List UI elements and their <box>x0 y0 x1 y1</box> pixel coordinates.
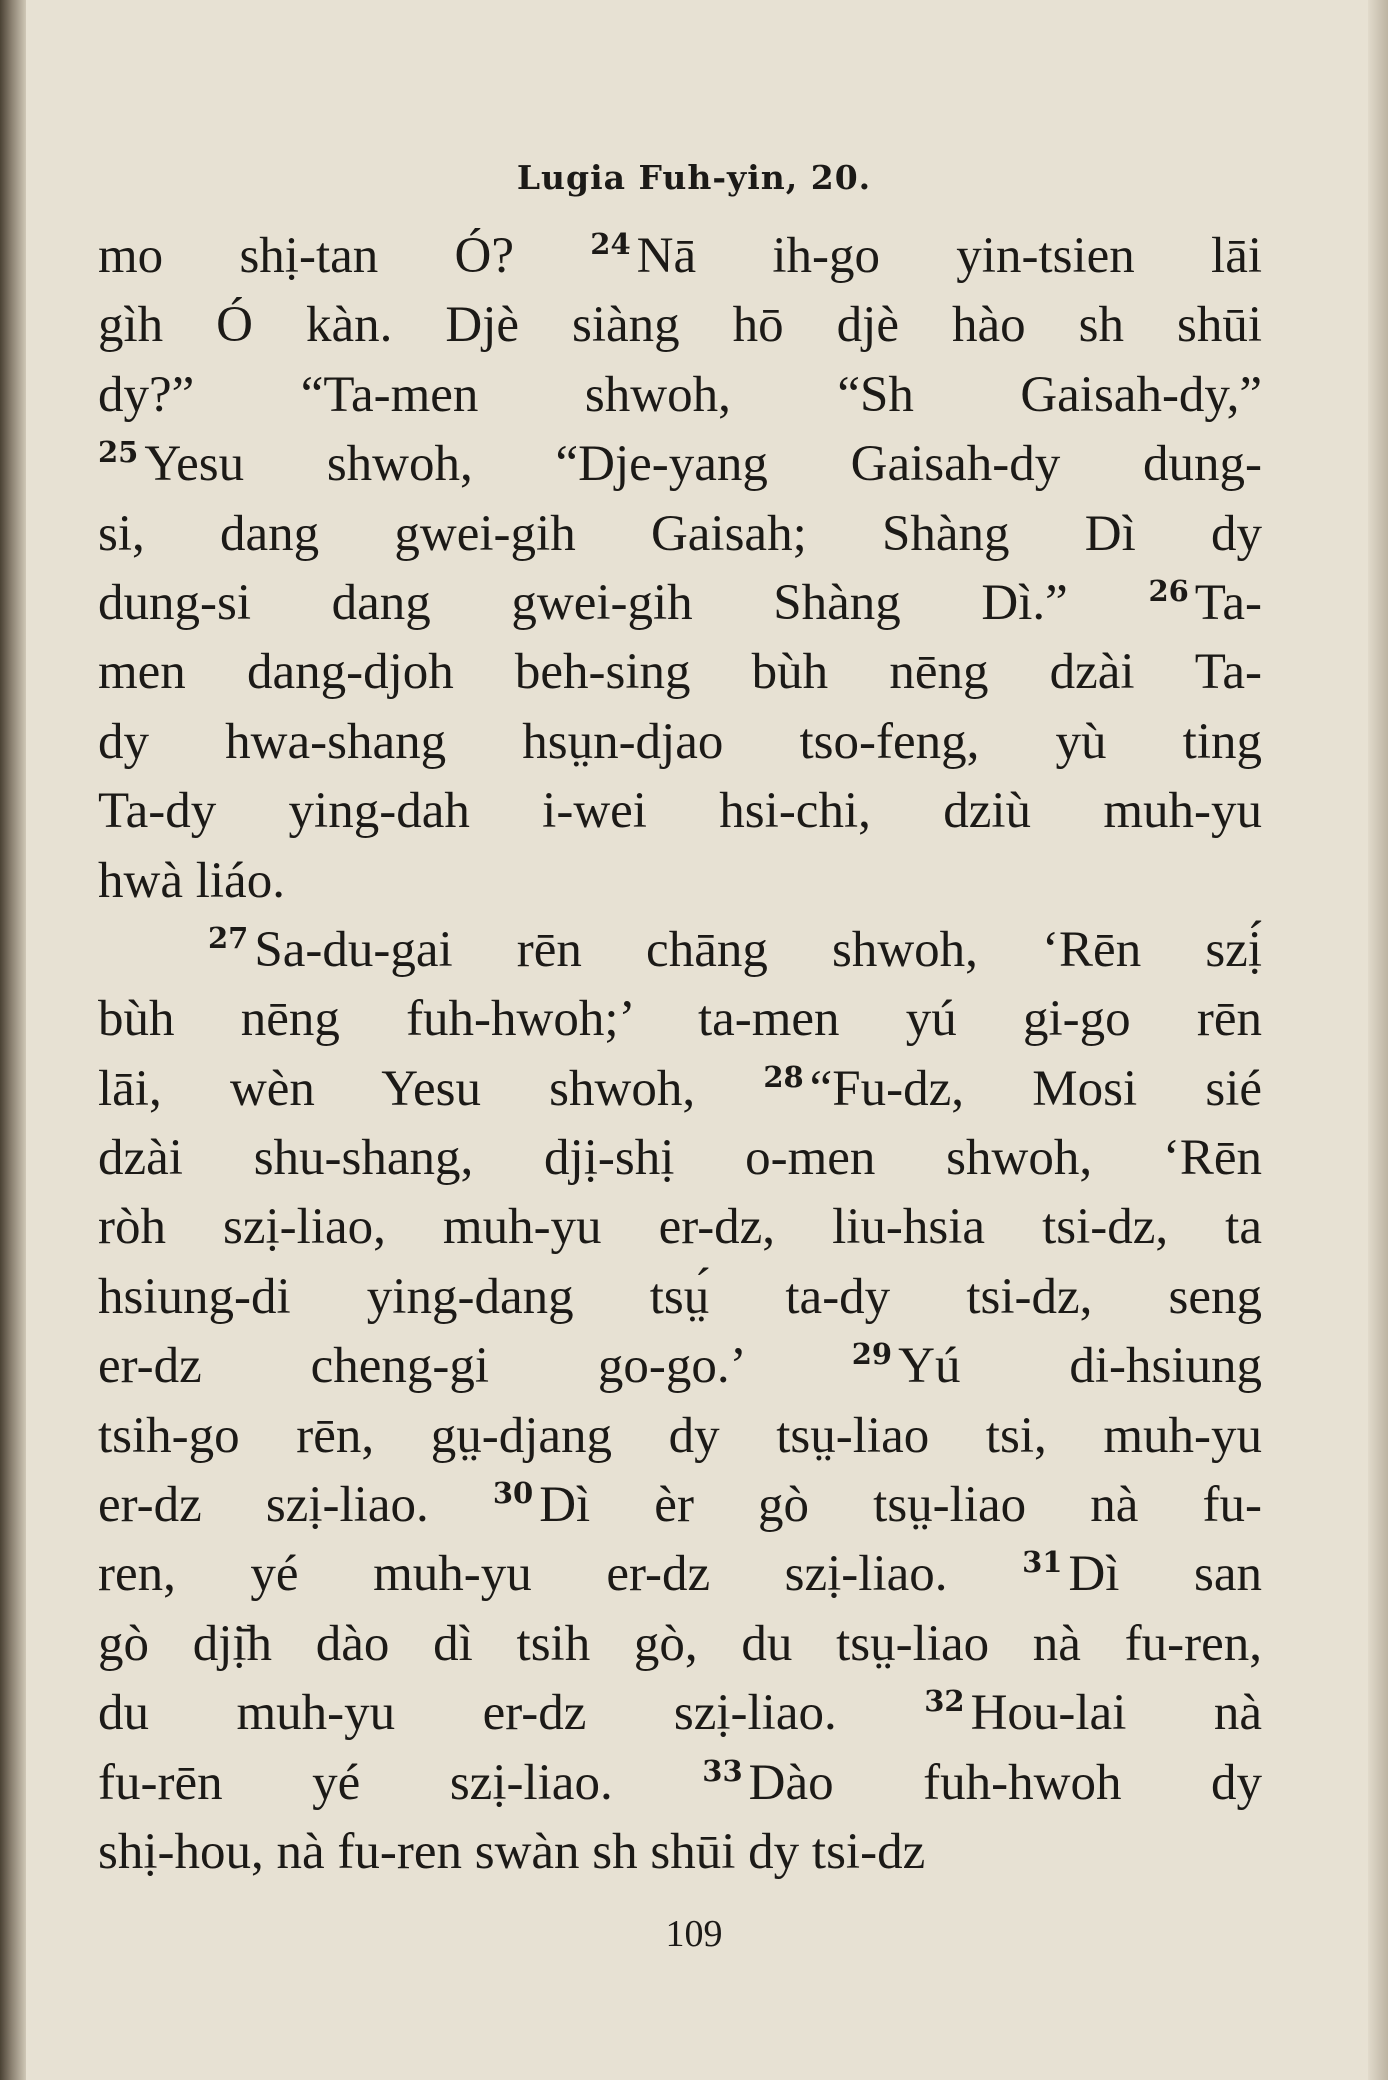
text-line <box>98 1332 1262 1401</box>
text-segment: Dì èr gò tsṳ-liao nà fu- <box>539 1477 1262 1534</box>
text-line <box>98 1402 1262 1471</box>
text-segment: bùh nēng fuh-hwoh;’ ta-men yú gi-go rēn <box>98 991 1262 1048</box>
text-segment: Ta- <box>1194 574 1263 631</box>
text-line <box>98 569 1262 638</box>
text-line <box>98 1679 1262 1748</box>
text-segment: dy hwa-shang hsṳn-djao tso-feng, yù ting <box>98 713 1262 770</box>
text-line <box>98 1055 1262 1124</box>
text-segment: Yesu shwoh, “Dje-yang Gaisah-dy dung- <box>144 436 1262 493</box>
verse-number: 29 <box>851 1337 893 1372</box>
text-line <box>98 500 1262 569</box>
verse-number: 31 <box>1022 1545 1063 1580</box>
text-line <box>98 361 1262 430</box>
verse-number: 27 <box>208 920 249 955</box>
text-segment: si, dang gwei-gih Gaisah; Shàng Dì dy <box>98 505 1262 562</box>
text-segment: Dào fuh-hwoh dy <box>748 1754 1263 1811</box>
text-line <box>98 1263 1262 1332</box>
verse-number: 32 <box>924 1684 965 1719</box>
text-segment: Ta-dy ying-dah i-wei hsi-chi, dziù muh-yu <box>98 783 1262 840</box>
text-line <box>98 638 1262 707</box>
verse-number: 25 <box>98 435 139 470</box>
text-line <box>98 1471 1262 1540</box>
page-number: 109 <box>665 1913 723 1955</box>
text-line <box>98 985 1262 1054</box>
text-line <box>98 291 1262 360</box>
text-segment: Hou-lai nà <box>970 1685 1262 1742</box>
page-edge <box>1368 0 1388 2080</box>
page-binding-shadow <box>0 0 26 2080</box>
text-line <box>98 708 1262 777</box>
verse-number: 28 <box>763 1059 804 1094</box>
text-line <box>98 1749 1262 1818</box>
verse-number: 30 <box>492 1476 534 1511</box>
text-segment: shị-hou, nà fu-ren swàn sh shūi dy tsi-dz <box>98 1823 926 1880</box>
text-segment: gìh Ó kàn. Djè siàng hō djè hào sh shūi <box>98 297 1262 354</box>
text-segment: dung-si dang gwei-gih Shàng Dì.” <box>98 574 1068 631</box>
text-line <box>98 1818 1262 1887</box>
text-line <box>98 1610 1262 1679</box>
text-segment: er-dz szị-liao. <box>98 1477 429 1534</box>
text-line <box>98 1193 1262 1262</box>
text-segment: “Fu-dz, Mosi sié <box>809 1060 1262 1117</box>
text-segment: hwà liáo. <box>98 852 285 909</box>
text-segment: dzài shu-shang, djị-shị o-men shwoh, ‘Rēn <box>98 1130 1262 1187</box>
body-text <box>98 222 1262 1887</box>
text-line <box>98 916 1262 985</box>
text-line <box>98 430 1262 499</box>
text-segment: fu-rēn yé szị-liao. <box>98 1754 613 1811</box>
text-line <box>98 1124 1262 1193</box>
text-segment: lāi, wèn Yesu shwoh, <box>98 1060 696 1117</box>
text-line <box>98 777 1262 846</box>
text-line <box>98 1540 1262 1609</box>
running-header: Lugia Fuh-yin, 20. <box>516 158 872 197</box>
verse-number: 24 <box>590 227 631 261</box>
text-line <box>98 847 1262 916</box>
text-segment: mo shị-tan Ó? <box>98 228 514 284</box>
text-segment: ròh szị-liao, muh-yu er-dz, liu-hsia tsi-dz, ta <box>98 1199 1262 1256</box>
verse-number: 26 <box>1148 573 1189 608</box>
text-segment: gò djị̄h dào dì tsih gò, du tsṳ-liao nà fu-ren, <box>98 1615 1262 1672</box>
text-segment: Nā ih-go yin-tsien lāi <box>636 228 1262 284</box>
text-segment: Dì san <box>1068 1546 1263 1603</box>
text-segment: hsiung-di ying-dang tsṳ́ ta-dy tsi-dz, seng <box>98 1268 1262 1325</box>
text-segment: ren, yé muh-yu er-dz szị-liao. <box>98 1546 948 1603</box>
text-segment: men dang-djoh beh-sing bùh nēng dzài Ta- <box>98 644 1262 701</box>
text-segment: Yú di-hsiung <box>898 1338 1262 1395</box>
verse-number: 33 <box>702 1753 743 1788</box>
text-segment: er-dz cheng-gi go-go.’ <box>98 1338 743 1395</box>
text-line <box>98 222 1262 291</box>
text-segment: dy?” “Ta-men shwoh, “Sh Gaisah-dy,” <box>98 366 1262 423</box>
text-segment: du muh-yu er-dz szị-liao. <box>98 1685 837 1742</box>
text-segment: Sa-du-gai rēn chāng shwoh, ‘Rēn szị́ <box>254 921 1262 978</box>
text-segment: tsih-go rēn, gṳ-djang dy tsṳ-liao tsi, muh-yu <box>98 1407 1262 1464</box>
